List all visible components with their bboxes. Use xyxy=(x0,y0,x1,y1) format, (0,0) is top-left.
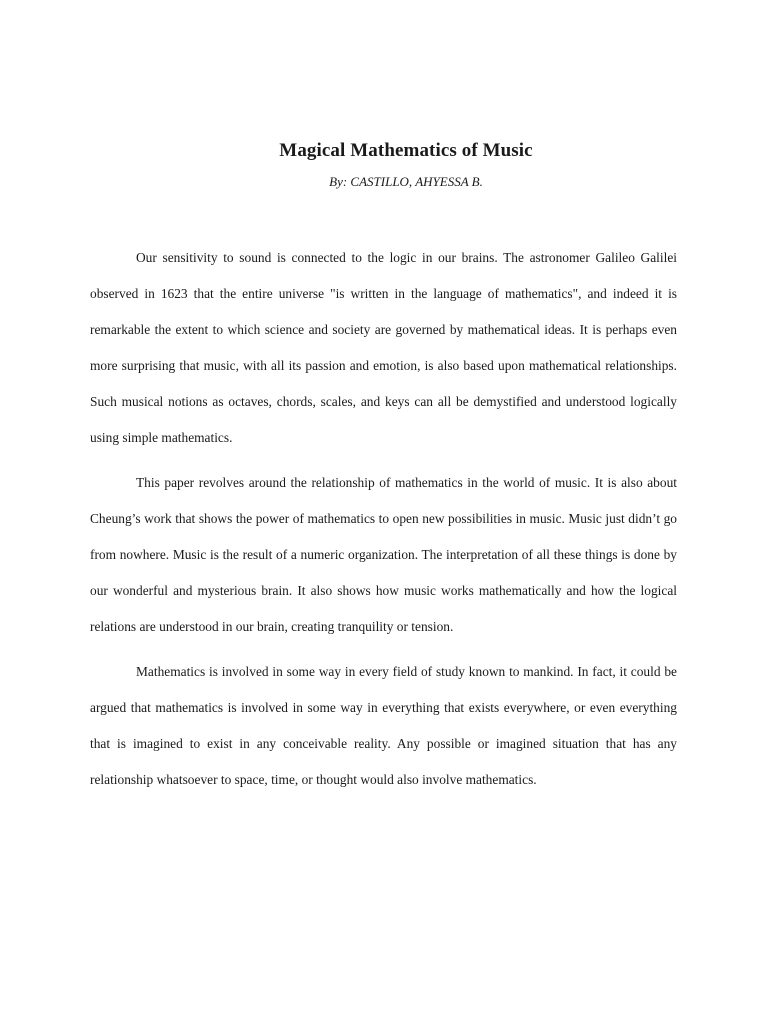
document-body xyxy=(90,240,677,798)
paragraph-3: Mathematics is involved in some way in every field of study known to mankind. In fact, it could be argued that mathematics is involved in some way in everything that exists everywhere, or even everything that is imagined to exist in any conceivable reality. Any possible or imagined situation that has any relationship whatsoever to space, time, or thought would also involve mathematics. xyxy=(90,664,677,787)
paragraph-1: Our sensitivity to sound is connected to the logic in our brains. The astronomer Galileo Galilei observed in 1623 that the entire universe "is written in the language of mathematics", and indeed it is remarkable the extent to which science and society are governed by mathematical ideas. It is perhaps even more surprising that music, with all its passion and emotion, is also based upon mathematical relationships. Such musical notions as octaves, chords, scales, and keys can all be demystified and understood logically using simple mathematics. xyxy=(90,250,677,445)
paragraph-2: This paper revolves around the relationship of mathematics in the world of music. It is also about Cheung’s work that shows the power of mathematics to open new possibilities in music. Music just didn’t go from nowhere. Music is the result of a numeric organization. The interpretation of all these things is done by our wonderful and mysterious brain. It also shows how music works mathematically and how the logical relations are understood in our brain, creating tranquility or tension. xyxy=(90,475,677,634)
document-title: Magical Mathematics of Music xyxy=(279,140,533,161)
author-byline: By: CASTILLO, AHYESSA B. xyxy=(329,174,483,189)
